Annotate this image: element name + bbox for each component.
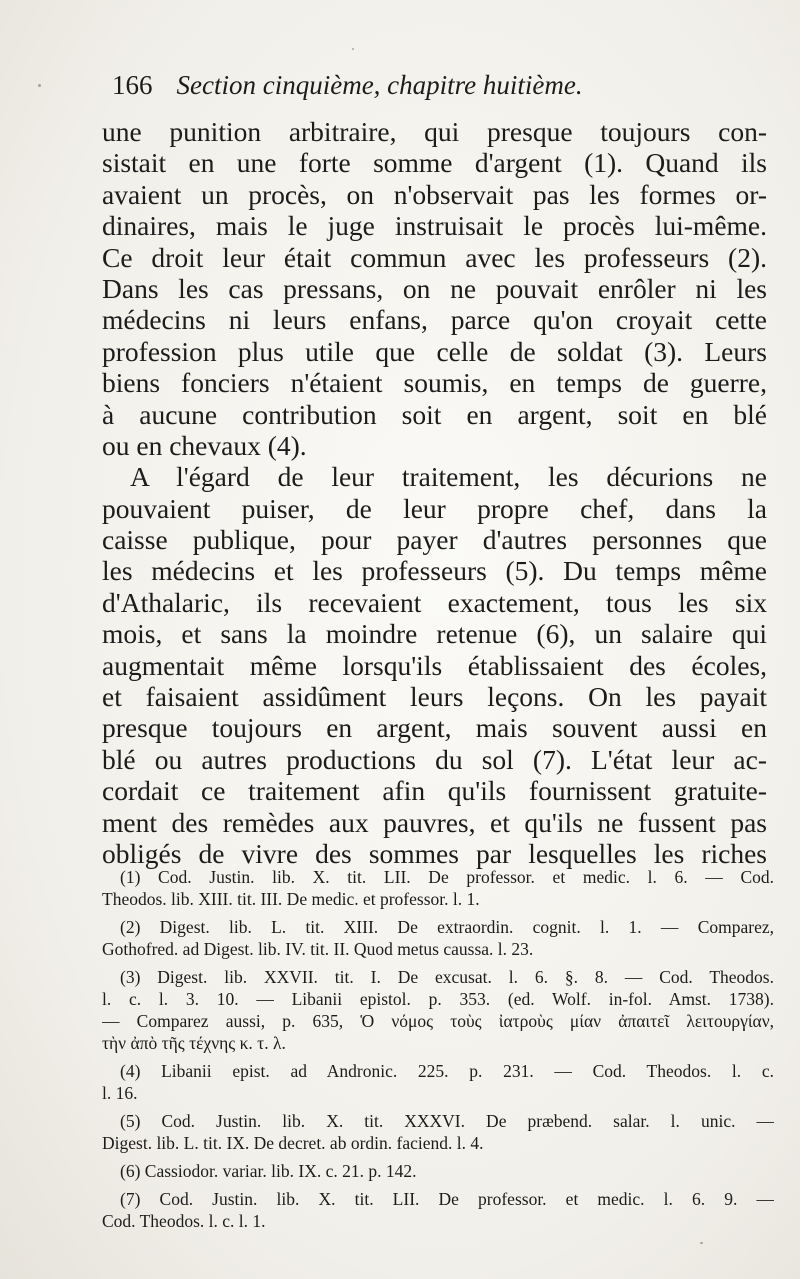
footnote [102, 966, 774, 1054]
footnote-line: l. c. l. 3. 10. — Libanii epistol. p. 353. (ed. Wolf. in-fol. Amst. 1738). [102, 989, 774, 1009]
body-text [102, 116, 767, 869]
footnote-line: (3) Digest. lib. XXVII. tit. I. De excusat. l. 6. §. 8. — Cod. Theodos. [120, 967, 774, 987]
footnote-line: l. 16. [102, 1083, 138, 1103]
footnote-line: Theodos. lib. XIII. tit. III. De medic. et professor. l. 1. [102, 889, 480, 909]
footnote-line: τὴν ἀπὸ τῆς τέχνης κ. τ. λ. [102, 1033, 286, 1053]
footnote [102, 916, 774, 960]
text-line: augmentait même lorsqu'ils établissaient des écoles, [102, 649, 767, 681]
footnote-line: Digest. lib. L. tit. IX. De decret. ab ordin. faciend. l. 4. [102, 1133, 484, 1153]
text-line: Ce droit leur était commun avec les professeurs (2). [102, 241, 767, 273]
text-line: avaient un procès, on n'observait pas les formes or- [102, 178, 767, 210]
footnote-line: (5) Cod. Justin. lib. X. tit. XXXVI. De præbend. salar. l. unic. — [120, 1111, 774, 1131]
text-line: et faisaient assidûment leurs leçons. On les payait [102, 681, 767, 713]
text-line: ou en chevaux (4). [102, 429, 307, 461]
footnote-line: Gothofred. ad Digest. lib. IV. tit. II. Quod metus caussa. l. 23. [102, 939, 534, 959]
text-line: les médecins et les professeurs (5). Du temps même [102, 555, 767, 587]
text-line: Dans les cas pressans, on ne pouvait enrôler ni les [102, 272, 767, 304]
text-line: A l'égard de leur traitement, les décurions ne [130, 461, 767, 493]
footnote-line: (4) Libanii epist. ad Andronic. 225. p. 231. — Cod. Theodos. l. c. [120, 1061, 774, 1081]
page-header [112, 70, 792, 114]
ink-speck [352, 48, 354, 50]
ink-speck [700, 1242, 703, 1244]
footnote [102, 866, 774, 910]
text-line: dinaires, mais le juge instruisait le procès lui-même. [102, 210, 767, 242]
text-line: biens fonciers n'étaient soumis, en temps de guerre, [102, 367, 767, 399]
footnote [102, 1110, 774, 1154]
footnote [102, 1160, 774, 1182]
footnote-line: (1) Cod. Justin. lib. X. tit. LII. De professor. et medic. l. 6. — Cod. [120, 867, 774, 887]
page-number: 166 [112, 70, 153, 100]
footnote-line: — Comparez aussi, p. 635, Ὁ νόμος τοὺς ἰατροὺς μίαν ἀπαιτεῖ λειτουργίαν, [102, 1011, 774, 1031]
text-line: d'Athalaric, ils recevaient exactement, tous les six [102, 586, 767, 618]
footnote [102, 1188, 774, 1232]
text-line: profession plus utile que celle de soldat (3). Leurs [102, 335, 767, 367]
text-line: ment des remèdes aux pauvres, et qu'ils ne fussent pas [102, 806, 767, 838]
text-line: sistait en une forte somme d'argent (1). Quand ils [102, 147, 767, 179]
text-line: caisse publique, pour payer d'autres personnes que [102, 524, 767, 556]
text-line: blé ou autres productions du sol (7). L'état leur ac- [102, 743, 767, 775]
text-line: médecins ni leurs enfans, parce qu'on croyait cette [102, 304, 767, 336]
footnote [102, 1060, 774, 1104]
text-line: pouvaient puiser, de leur propre chef, dans la [102, 492, 767, 524]
text-line: obligés de vivre des sommes par lesquelles les riches [102, 837, 767, 869]
footnote-line: (2) Digest. lib. L. tit. XIII. De extraordin. cognit. l. 1. — Comparez, [120, 917, 774, 937]
ink-speck [38, 84, 41, 87]
footnote-line: (6) Cassiodor. variar. lib. IX. c. 21. p. 142. [120, 1161, 417, 1181]
text-line: une punition arbitraire, qui presque toujours con- [102, 116, 767, 147]
text-line: à aucune contribution soit en argent, soit en blé [102, 398, 767, 430]
text-line: mois, et sans la moindre retenue (6), un salaire qui [102, 618, 767, 650]
footnotes [102, 866, 774, 1238]
text-line: cordait ce traitement afin qu'ils fournissent gratuite- [102, 775, 767, 807]
running-title: Section cinquième, chapitre huitième. [176, 70, 583, 100]
footnote-line: Cod. Theodos. l. c. l. 1. [102, 1211, 266, 1231]
footnote-line: (7) Cod. Justin. lib. X. tit. LII. De professor. et medic. l. 6. 9. — [120, 1189, 774, 1209]
text-line: presque toujours en argent, mais souvent aussi en [102, 712, 767, 744]
